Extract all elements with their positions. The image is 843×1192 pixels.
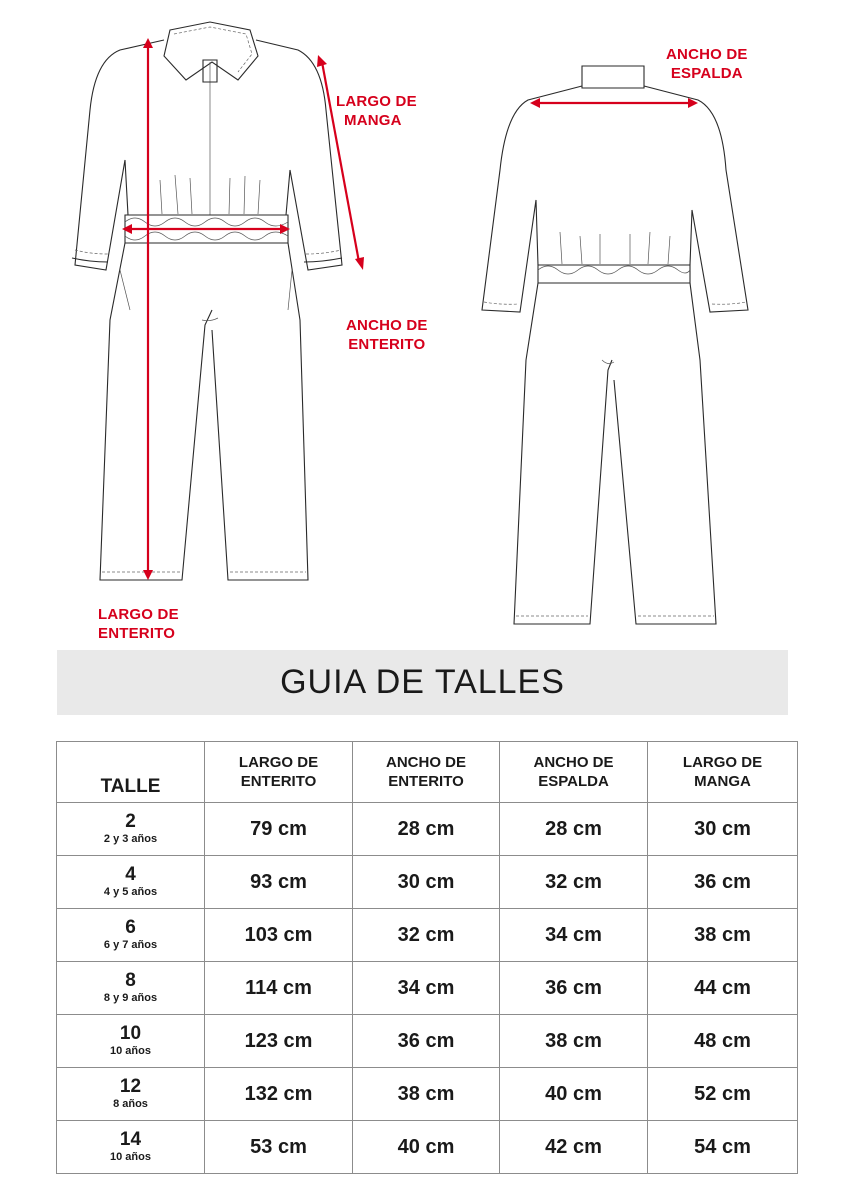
cell-largo-enterito: 103 cm	[205, 909, 353, 962]
header-ancho-de-enterito	[353, 742, 500, 803]
front-view	[72, 22, 364, 580]
table-header-row	[57, 742, 798, 803]
cell-ancho-enterito: 38 cm	[353, 1068, 500, 1121]
cell-talle	[57, 962, 205, 1015]
cell-ancho-espalda: 34 cm	[500, 909, 648, 962]
size-age: 8 y 9 años	[103, 992, 158, 1004]
label-line: ANCHO DE	[346, 317, 428, 334]
label-line: MANGA	[344, 112, 402, 129]
cell-talle	[57, 1121, 205, 1174]
cell-talle	[57, 803, 205, 856]
cell-ancho-enterito: 30 cm	[353, 856, 500, 909]
cell-talle	[57, 856, 205, 909]
cell-ancho-enterito: 40 cm	[353, 1121, 500, 1174]
cell-largo-manga: 54 cm	[648, 1121, 798, 1174]
label-ancho-de-espalda	[666, 45, 748, 83]
header-text: LARGO DE	[682, 754, 763, 771]
table-row	[57, 1068, 798, 1121]
label-line: ESPALDA	[670, 65, 743, 82]
label-line: ENTERITO	[348, 336, 426, 353]
size-age: 10 años	[110, 1045, 151, 1057]
cell-talle	[57, 909, 205, 962]
cell-largo-enterito: 79 cm	[205, 803, 353, 856]
size-number: 8	[125, 970, 136, 991]
cell-largo-enterito: 123 cm	[205, 1015, 353, 1068]
cell-largo-manga: 44 cm	[648, 962, 798, 1015]
label-line: ENTERITO	[98, 625, 176, 642]
cell-largo-manga: 48 cm	[648, 1015, 798, 1068]
label-line: ANCHO DE	[666, 46, 748, 63]
header-text: ENTERITO	[388, 773, 464, 790]
cell-ancho-enterito: 34 cm	[353, 962, 500, 1015]
cell-ancho-enterito: 32 cm	[353, 909, 500, 962]
cell-largo-manga: 38 cm	[648, 909, 798, 962]
title-banner	[57, 650, 788, 715]
page-title: GUIA DE TALLES	[280, 663, 565, 701]
cell-largo-enterito: 53 cm	[205, 1121, 353, 1174]
table-row	[57, 962, 798, 1015]
size-age: 8 años	[113, 1098, 148, 1110]
header-text: LARGO DE	[238, 754, 319, 771]
table-row	[57, 1121, 798, 1174]
cell-ancho-espalda: 36 cm	[500, 962, 648, 1015]
cell-ancho-espalda: 40 cm	[500, 1068, 648, 1121]
table-row	[57, 909, 798, 962]
header-text: ESPALDA	[538, 773, 609, 790]
header-largo-de-enterito	[205, 742, 353, 803]
size-number: 6	[125, 917, 136, 938]
cell-largo-manga: 36 cm	[648, 856, 798, 909]
header-largo-de-manga	[648, 742, 798, 803]
cell-largo-enterito: 132 cm	[205, 1068, 353, 1121]
header-text: ENTERITO	[240, 773, 317, 790]
header-talle	[57, 742, 205, 803]
label-ancho-de-enterito	[346, 316, 428, 354]
table-row	[57, 1015, 798, 1068]
back-view	[482, 66, 748, 624]
cell-ancho-enterito: 36 cm	[353, 1015, 500, 1068]
size-number: 10	[119, 1023, 142, 1044]
size-table	[56, 741, 798, 1174]
cell-talle	[57, 1068, 205, 1121]
cell-largo-manga: 30 cm	[648, 803, 798, 856]
size-age: 2 y 3 años	[103, 833, 158, 845]
cell-ancho-espalda: 28 cm	[500, 803, 648, 856]
label-largo-de-manga	[336, 92, 417, 130]
header-text: MANGA	[694, 773, 751, 790]
size-age: 6 y 7 años	[103, 939, 158, 951]
cell-ancho-espalda: 42 cm	[500, 1121, 648, 1174]
label-line: LARGO DE	[98, 606, 179, 623]
table-row	[57, 856, 798, 909]
cell-largo-enterito: 114 cm	[205, 962, 353, 1015]
size-age: 4 y 5 años	[103, 886, 158, 898]
label-line: LARGO DE	[336, 93, 417, 110]
cell-ancho-espalda: 32 cm	[500, 856, 648, 909]
size-number: 12	[119, 1076, 142, 1097]
header-text: ANCHO DE	[533, 754, 614, 771]
label-largo-de-enterito	[98, 605, 179, 643]
header-text: ANCHO DE	[385, 754, 466, 771]
cell-ancho-enterito: 28 cm	[353, 803, 500, 856]
header-ancho-de-espalda	[500, 742, 648, 803]
size-number: 4	[125, 864, 136, 885]
size-number: 14	[119, 1129, 142, 1150]
cell-ancho-espalda: 38 cm	[500, 1015, 648, 1068]
cell-largo-enterito: 93 cm	[205, 856, 353, 909]
cell-talle	[57, 1015, 205, 1068]
cell-largo-manga: 52 cm	[648, 1068, 798, 1121]
size-number: 2	[125, 811, 136, 832]
size-age: 10 años	[110, 1151, 151, 1163]
header-text: TALLE	[100, 776, 161, 797]
table-row	[57, 803, 798, 856]
